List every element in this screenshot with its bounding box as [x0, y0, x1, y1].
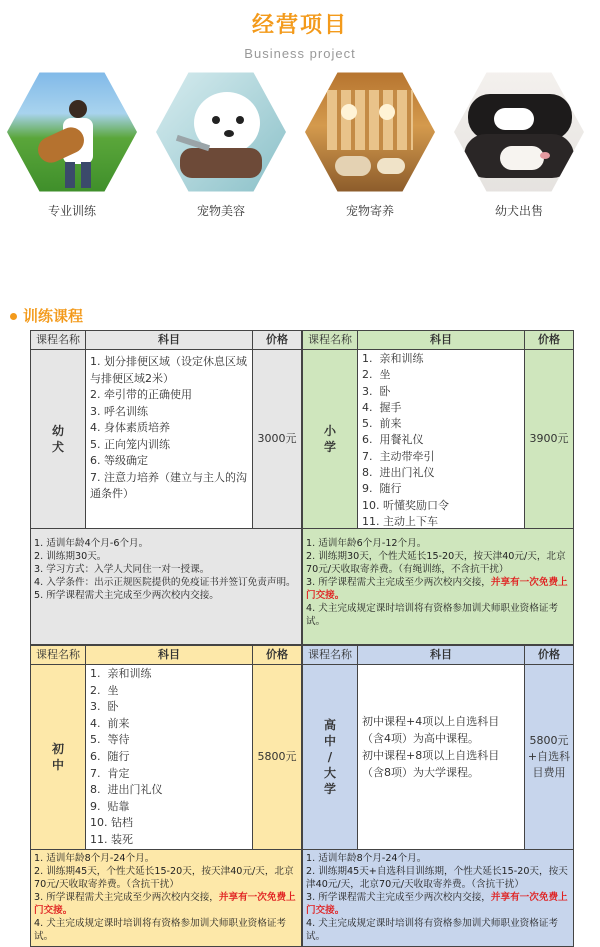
note-line: 4. 犬主完成规定课时培训将有资格参加训犬师职业资格证考试。 [306, 918, 559, 942]
note-line: 4. 入学条件：出示正规医院提供的免疫证书并签订免责声明。 [34, 577, 296, 588]
note-line [306, 576, 570, 602]
header-price: 价格 [525, 646, 573, 665]
note-line: 3. 学习方式：入学人犬同住一对一授课。 [34, 564, 210, 575]
note-line: 2. 训练期30天，个性犬延长15-20天，按天津40元/天，北京70元/天收取寄养费。（有绳训练，不含抗干扰） [306, 551, 566, 575]
note-line: 1. 适训年龄4个月-6个月。 [34, 538, 149, 549]
note-line: 2. 训练期45天+自选科目训练期，个性犬延长15-20天，按天津40元/天，北京70元/天收取寄养费。（含抗干扰） [306, 866, 568, 890]
dog-frisbee-training-photo [7, 70, 137, 194]
course-price: 5800元 [257, 750, 297, 763]
header-price: 价格 [253, 331, 301, 350]
note-line: 1. 适训年龄6个月-12个月。 [306, 538, 427, 549]
pet-boarding-photo [305, 70, 435, 194]
course-block-junior [30, 645, 302, 947]
course-name: 幼 犬 [31, 350, 86, 528]
note-highlight: 并享有一次免费上门交接。 [34, 892, 296, 916]
course-block-senior-university [302, 645, 574, 947]
course-subjects: 1. 亲和训练 2. 坐 3. 卧 4. 握手 5. 前来 6. 用餐礼仪 7. 主动带牵引 8. 进出门礼仪 9. 随行 10. 听懂奖励口令 11. 主动上下车 [358, 350, 525, 528]
header-subject: 科目 [86, 331, 253, 350]
note-line [306, 891, 570, 917]
page-subtitle: Business project [244, 46, 356, 61]
header-subject: 科目 [358, 646, 525, 665]
course-subjects: 1. 亲和训练 2. 坐 3. 卧 4. 前来 5. 等待 6. 随行 7. 肯定 8. 进出门礼仪 9. 贴靠 10. 钻档 11. 装死 [86, 665, 253, 849]
course-notes [31, 849, 301, 946]
section-title: 训练课程 [23, 307, 84, 325]
note-text: 3. 所学课程需犬主完成至少两次校内交接， [34, 892, 219, 903]
note-line: 5. 所学课程需犬主完成至少两次校内交接。 [34, 590, 219, 601]
course-name: 初 中 [31, 665, 86, 849]
course-block-puppy [30, 330, 302, 645]
note-highlight: 并享有一次免费上门交接。 [306, 892, 568, 916]
pet-grooming-photo [156, 70, 286, 194]
header-course-name: 课程名称 [303, 331, 358, 350]
note-line: 4. 犬主完成规定课时培训将有资格参加训犬师职业资格证考试。 [306, 603, 559, 627]
service-label: 宠物寄养 [345, 204, 394, 218]
service-label: 宠物美容 [196, 204, 245, 218]
header-price: 价格 [525, 331, 573, 350]
note-line: 1. 适训年龄8个月-24个月。 [34, 853, 155, 864]
service-item-puppies[interactable] [454, 70, 584, 219]
course-block-primary [302, 330, 574, 645]
header-subject: 科目 [358, 331, 525, 350]
course-name: 小 学 [303, 350, 358, 528]
service-item-grooming[interactable] [156, 70, 286, 219]
course-notes [303, 849, 573, 946]
service-label: 幼犬出售 [494, 204, 543, 218]
note-line [34, 891, 298, 917]
bullet-dot-icon [10, 313, 17, 320]
page-title: 经营项目 [251, 13, 348, 38]
course-notes [303, 528, 573, 644]
note-line: 4. 犬主完成规定课时培训将有资格参加训犬师职业资格证考试。 [34, 918, 287, 942]
note-line: 1. 适训年龄8个月-24个月。 [306, 853, 427, 864]
header-price: 价格 [253, 646, 301, 665]
note-highlight: 并享有一次免费上门交接。 [306, 577, 568, 601]
sleeping-puppies-photo [454, 70, 584, 194]
note-line: 2. 训练期45天，个性犬延长15-20天，按天津40元/天，北京70元/天收取寄养费。（含抗干扰） [34, 866, 294, 890]
course-subjects: 初中课程+4项以上自选科目（含4项）为高中课程。 初中课程+8项以上自选科目（含8项）为大学课程。 [358, 665, 525, 849]
section-heading [10, 305, 83, 326]
header-course-name: 课程名称 [303, 646, 358, 665]
course-table [30, 330, 574, 947]
course-notes [31, 528, 301, 644]
services-row [0, 70, 600, 230]
course-price: 3000元 [257, 432, 297, 445]
header-subject: 科目 [86, 646, 253, 665]
header-course-name: 课程名称 [31, 331, 86, 350]
service-item-boarding[interactable] [305, 70, 435, 219]
course-price: 5800元+自选科目费用 [527, 734, 571, 779]
note-text: 3. 所学课程需犬主完成至少两次校内交接， [306, 577, 491, 588]
course-price: 3900元 [529, 432, 569, 445]
service-label: 专业训练 [47, 204, 96, 218]
service-item-training[interactable] [7, 70, 137, 219]
course-name: 高 中 / 大 学 [303, 665, 358, 849]
course-subjects: 1. 划分排便区域（设定休息区域与排便区域2米） 2. 牵引带的正确使用 3. 呼名训练 4. 身体素质培养 5. 正向笼内训练 6. 等级确定 7. 注意力培养（建立与主人的沟通条件） [86, 350, 253, 528]
note-text: 3. 所学课程需犬主完成至少两次校内交接， [306, 892, 491, 903]
note-line: 2. 训练期30天。 [34, 551, 107, 562]
header-course-name: 课程名称 [31, 646, 86, 665]
